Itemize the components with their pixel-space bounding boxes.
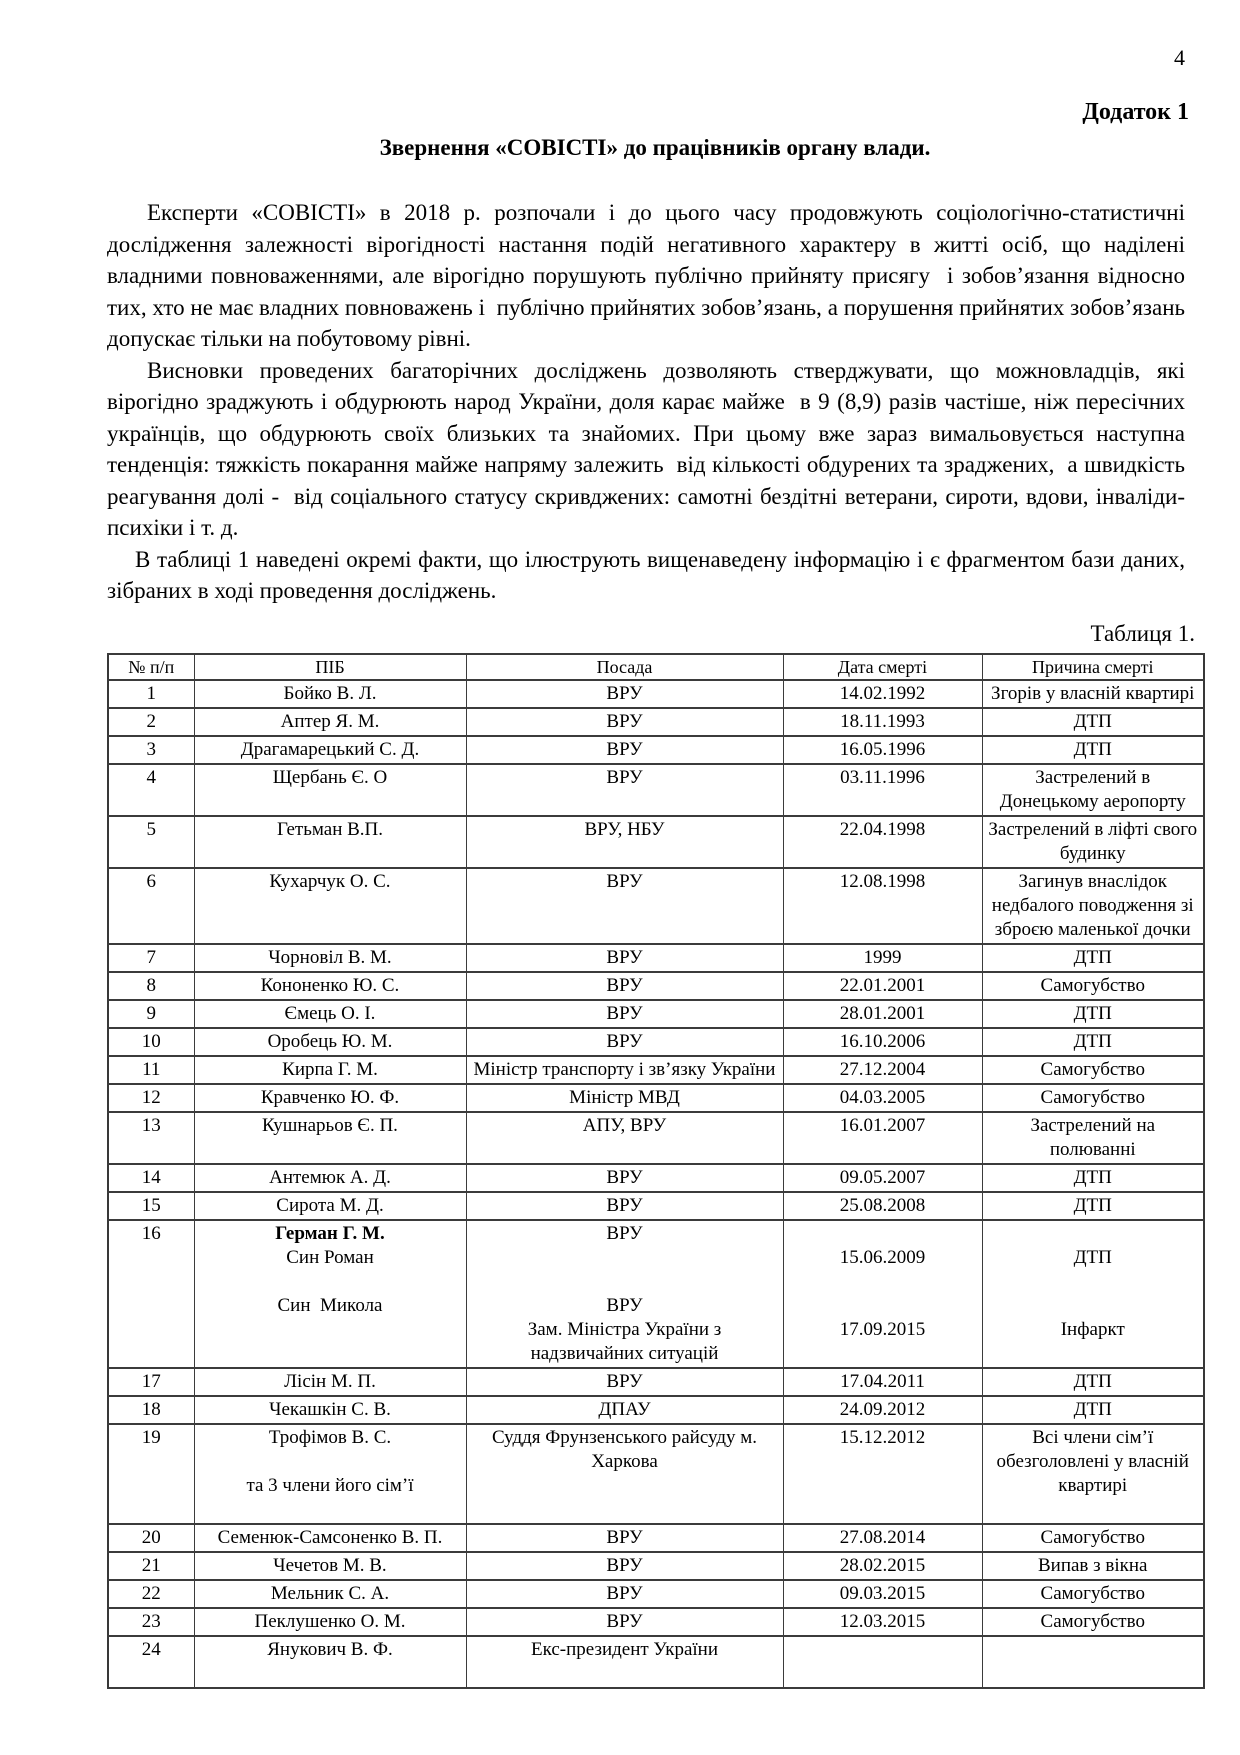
- cell-num: 3: [108, 736, 194, 764]
- table-row: [108, 680, 1204, 708]
- cell-cause: ДТП: [982, 1368, 1204, 1396]
- cell-num: 2: [108, 708, 194, 736]
- cell-num: 15: [108, 1192, 194, 1220]
- cell-date: 15.12.2012: [783, 1424, 982, 1524]
- cell-date: [783, 1636, 982, 1688]
- cell-position: ВРУ: [466, 680, 783, 708]
- cell-name: Семенюк-Самсоненко В. П.: [194, 1524, 466, 1552]
- paragraph-table-intro: В таблиці 1 наведені окремі факти, що ілюструють вищенаведену інформацію і є фрагментом бази даних, зібраних в ході проведення досліджень.: [107, 546, 1191, 603]
- table-row: [108, 816, 1204, 868]
- table-row: [108, 1580, 1204, 1608]
- cell-name: Кравченко Ю. Ф.: [194, 1084, 466, 1112]
- cell-num: 13: [108, 1112, 194, 1164]
- cell-cause: [982, 1636, 1204, 1688]
- cell-name: Аптер Я. М.: [194, 708, 466, 736]
- cell-date: 03.11.1996: [783, 764, 982, 816]
- cell-date: 27.08.2014: [783, 1524, 982, 1552]
- cell-date: 28.01.2001: [783, 1000, 982, 1028]
- cell-date: 1999: [783, 944, 982, 972]
- cell-position: ВРУ, НБУ: [466, 816, 783, 868]
- cell-num: 4: [108, 764, 194, 816]
- cell-cause: Застрелений в ліфті свого будинку: [982, 816, 1204, 868]
- cell-position: ВРУ: [466, 1368, 783, 1396]
- cell-name: Драгамарецький С. Д.: [194, 736, 466, 764]
- page-number: 4: [1174, 45, 1185, 70]
- cell-name: Ємець О. І.: [194, 1000, 466, 1028]
- cell-cause: Випав з вікна: [982, 1552, 1204, 1580]
- cell-num: 5: [108, 816, 194, 868]
- appendix-label: Додаток 1: [1082, 99, 1189, 125]
- cell-position: ВРУ: [466, 764, 783, 816]
- cell-cause: Самогубство: [982, 1580, 1204, 1608]
- cell-name: Бойко В. Л.: [194, 680, 466, 708]
- cell-cause: ДТП: [982, 1028, 1204, 1056]
- cell-position: Міністр МВД: [466, 1084, 783, 1112]
- cell-position: ВРУ: [466, 1164, 783, 1192]
- cell-cause: Застрелений на полюванні: [982, 1112, 1204, 1164]
- cell-name: Кирпа Г. М.: [194, 1056, 466, 1084]
- cell-name: Сирота М. Д.: [194, 1192, 466, 1220]
- cell-position: ВРУ: [466, 1000, 783, 1028]
- cell-name: Пеклушенко О. М.: [194, 1608, 466, 1636]
- cell-position: ВРУ: [466, 944, 783, 972]
- cell-date: 09.05.2007: [783, 1164, 982, 1192]
- cell-name: Чорновіл В. М.: [194, 944, 466, 972]
- cell-name: Щербань Є. О: [194, 764, 466, 816]
- cell-num: 17: [108, 1368, 194, 1396]
- cell-name: Гетьман В.П.: [194, 816, 466, 868]
- cell-cause: Згорів у власній квартирі: [982, 680, 1204, 708]
- table-row: [108, 972, 1204, 1000]
- header-num: № п/п: [108, 654, 194, 680]
- cell-num: 1: [108, 680, 194, 708]
- cell-position: ВРУ ВРУ Зам. Міністра України з надзвичайних ситуацій: [466, 1220, 783, 1368]
- cell-name: Чекашкін С. В.: [194, 1396, 466, 1424]
- cell-num: 23: [108, 1608, 194, 1636]
- table-row: [108, 736, 1204, 764]
- cell-date: 12.03.2015: [783, 1608, 982, 1636]
- cell-num: 7: [108, 944, 194, 972]
- table-label: Таблиця 1.: [1090, 620, 1195, 646]
- cell-num: 24: [108, 1636, 194, 1688]
- cell-date: 16.01.2007: [783, 1112, 982, 1164]
- cell-date: 15.06.2009 17.09.2015: [783, 1220, 982, 1368]
- cell-cause: Самогубство: [982, 1608, 1204, 1636]
- table-row: [108, 1608, 1204, 1636]
- cell-num: 8: [108, 972, 194, 1000]
- table-row: [108, 1028, 1204, 1056]
- cell-position: ДПАУ: [466, 1396, 783, 1424]
- cell-cause: ДТП: [982, 736, 1204, 764]
- cell-cause: Загинув внаслідок недбалого поводження зі зброєю маленької дочки: [982, 868, 1204, 944]
- cell-position: ВРУ: [466, 972, 783, 1000]
- cell-cause: ДТП Інфаркт: [982, 1220, 1204, 1368]
- cell-position: Суддя Фрунзенського райсуду м. Харкова: [466, 1424, 783, 1524]
- paragraph-conclusions: Висновки проведених багаторічних досліджень дозволяють стверджувати, що можновладців, які вірогідно зраджують і обдурюють народ України, доля карає майже в 9 (8,9) разів частіше, ніж пересічних українців, що обдурюють своїх близьких та знайомих. При цьому вже зараз вимальовується наступна тенденція: тяжкість покарання майже напряму залежить від кількості обдурених та зраджених, а швидкість реагування долі - від соціального статусу скривджених: самотні бездітні ветерани, сироти, вдови, інваліди-психіки і т. д.: [107, 357, 1191, 540]
- cell-position: ВРУ: [466, 708, 783, 736]
- table-row: [108, 1424, 1204, 1524]
- cell-cause: Самогубство: [982, 1084, 1204, 1112]
- cell-num: 19: [108, 1424, 194, 1524]
- table-row: [108, 1368, 1204, 1396]
- table-row: [108, 1112, 1204, 1164]
- cell-date: 16.05.1996: [783, 736, 982, 764]
- table-row: [108, 1552, 1204, 1580]
- cell-cause: ДТП: [982, 1192, 1204, 1220]
- cell-name: Кушнарьов Є. П.: [194, 1112, 466, 1164]
- cell-position: ВРУ: [466, 1608, 783, 1636]
- table-row: [108, 1000, 1204, 1028]
- header-name: ПІБ: [194, 654, 466, 680]
- cell-cause: Самогубство: [982, 1056, 1204, 1084]
- table-row: [108, 1396, 1204, 1424]
- cell-name: Герман Г. М. Син Роман Син Микола: [194, 1220, 466, 1368]
- table-header-row: [108, 654, 1204, 680]
- header-cause: Причина смерті: [982, 654, 1204, 680]
- cell-name: Оробець Ю. М.: [194, 1028, 466, 1056]
- facts-table: [107, 653, 1205, 1689]
- cell-name: Чечетов М. В.: [194, 1552, 466, 1580]
- header-date: Дата смерті: [783, 654, 982, 680]
- cell-position: ВРУ: [466, 1552, 783, 1580]
- cell-cause: ДТП: [982, 1164, 1204, 1192]
- cell-name: Кухарчук О. С.: [194, 868, 466, 944]
- cell-num: 6: [108, 868, 194, 944]
- cell-num: 18: [108, 1396, 194, 1424]
- cell-date: 18.11.1993: [783, 708, 982, 736]
- cell-name: Трофімов В. С. та 3 члени його сім’ї: [194, 1424, 466, 1524]
- cell-date: 16.10.2006: [783, 1028, 982, 1056]
- cell-name: Мельник С. А.: [194, 1580, 466, 1608]
- table-row: [108, 944, 1204, 972]
- table-row: [108, 764, 1204, 816]
- cell-name: Антемюк А. Д.: [194, 1164, 466, 1192]
- table-row: [108, 708, 1204, 736]
- cell-position: ВРУ: [466, 868, 783, 944]
- cell-num: 20: [108, 1524, 194, 1552]
- cell-date: 22.04.1998: [783, 816, 982, 868]
- cell-num: 11: [108, 1056, 194, 1084]
- table-row: [108, 1164, 1204, 1192]
- cell-date: 17.04.2011: [783, 1368, 982, 1396]
- paragraph-experts: Експерти «СОВІСТІ» в 2018 р. розпочали і до цього часу продовжують соціологічно-статистичні дослідження залежності вірогідності настання подій негативного характеру в житті осіб, що наділені владними повноваженнями, але вірогідно порушують публічно прийняту присягу і зобов’язання відносно тих, хто не має владних повноважень і публічно прийнятих зобов’язань, а порушення прийнятих зобов’язань допускає тільки на побутовому рівні.: [107, 200, 1191, 351]
- cell-num: 10: [108, 1028, 194, 1056]
- cell-cause: ДТП: [982, 944, 1204, 972]
- table-row: [108, 1524, 1204, 1552]
- cell-date: 22.01.2001: [783, 972, 982, 1000]
- cell-cause: Самогубство: [982, 972, 1204, 1000]
- cell-cause: Застрелений в Донецькому аеропорту: [982, 764, 1204, 816]
- table-row: [108, 1084, 1204, 1112]
- cell-date: 12.08.1998: [783, 868, 982, 944]
- cell-cause: Самогубство: [982, 1524, 1204, 1552]
- cell-num: 14: [108, 1164, 194, 1192]
- cell-date: 27.12.2004: [783, 1056, 982, 1084]
- table-row: [108, 868, 1204, 944]
- header-position: Посада: [466, 654, 783, 680]
- cell-position: Міністр транспорту і зв’язку України: [466, 1056, 783, 1084]
- cell-date: 04.03.2005: [783, 1084, 982, 1112]
- document-title: Звернення «СОВІСТІ» до працівників органу влади.: [379, 135, 931, 160]
- cell-name: Кононенко Ю. С.: [194, 972, 466, 1000]
- cell-name: Лісін М. П.: [194, 1368, 466, 1396]
- cell-date: 09.03.2015: [783, 1580, 982, 1608]
- table-row: [108, 1636, 1204, 1688]
- cell-position: ВРУ: [466, 1192, 783, 1220]
- cell-cause: Всі члени сім’ї обезголовлені у власній квартирі: [982, 1424, 1204, 1524]
- cell-position: ВРУ: [466, 1028, 783, 1056]
- cell-cause: ДТП: [982, 708, 1204, 736]
- cell-num: 9: [108, 1000, 194, 1028]
- cell-position: Екс-президент України: [466, 1636, 783, 1688]
- cell-date: 28.02.2015: [783, 1552, 982, 1580]
- cell-cause: ДТП: [982, 1396, 1204, 1424]
- cell-position: ВРУ: [466, 736, 783, 764]
- table-row: [108, 1220, 1204, 1368]
- cell-position: ВРУ: [466, 1524, 783, 1552]
- cell-num: 12: [108, 1084, 194, 1112]
- cell-cause: ДТП: [982, 1000, 1204, 1028]
- cell-num: 16: [108, 1220, 194, 1368]
- cell-position: АПУ, ВРУ: [466, 1112, 783, 1164]
- cell-name: Янукович В. Ф.: [194, 1636, 466, 1688]
- cell-date: 24.09.2012: [783, 1396, 982, 1424]
- table-row: [108, 1056, 1204, 1084]
- cell-position: ВРУ: [466, 1580, 783, 1608]
- cell-num: 21: [108, 1552, 194, 1580]
- cell-date: 25.08.2008: [783, 1192, 982, 1220]
- cell-date: 14.02.1992: [783, 680, 982, 708]
- table-row: [108, 1192, 1204, 1220]
- cell-num: 22: [108, 1580, 194, 1608]
